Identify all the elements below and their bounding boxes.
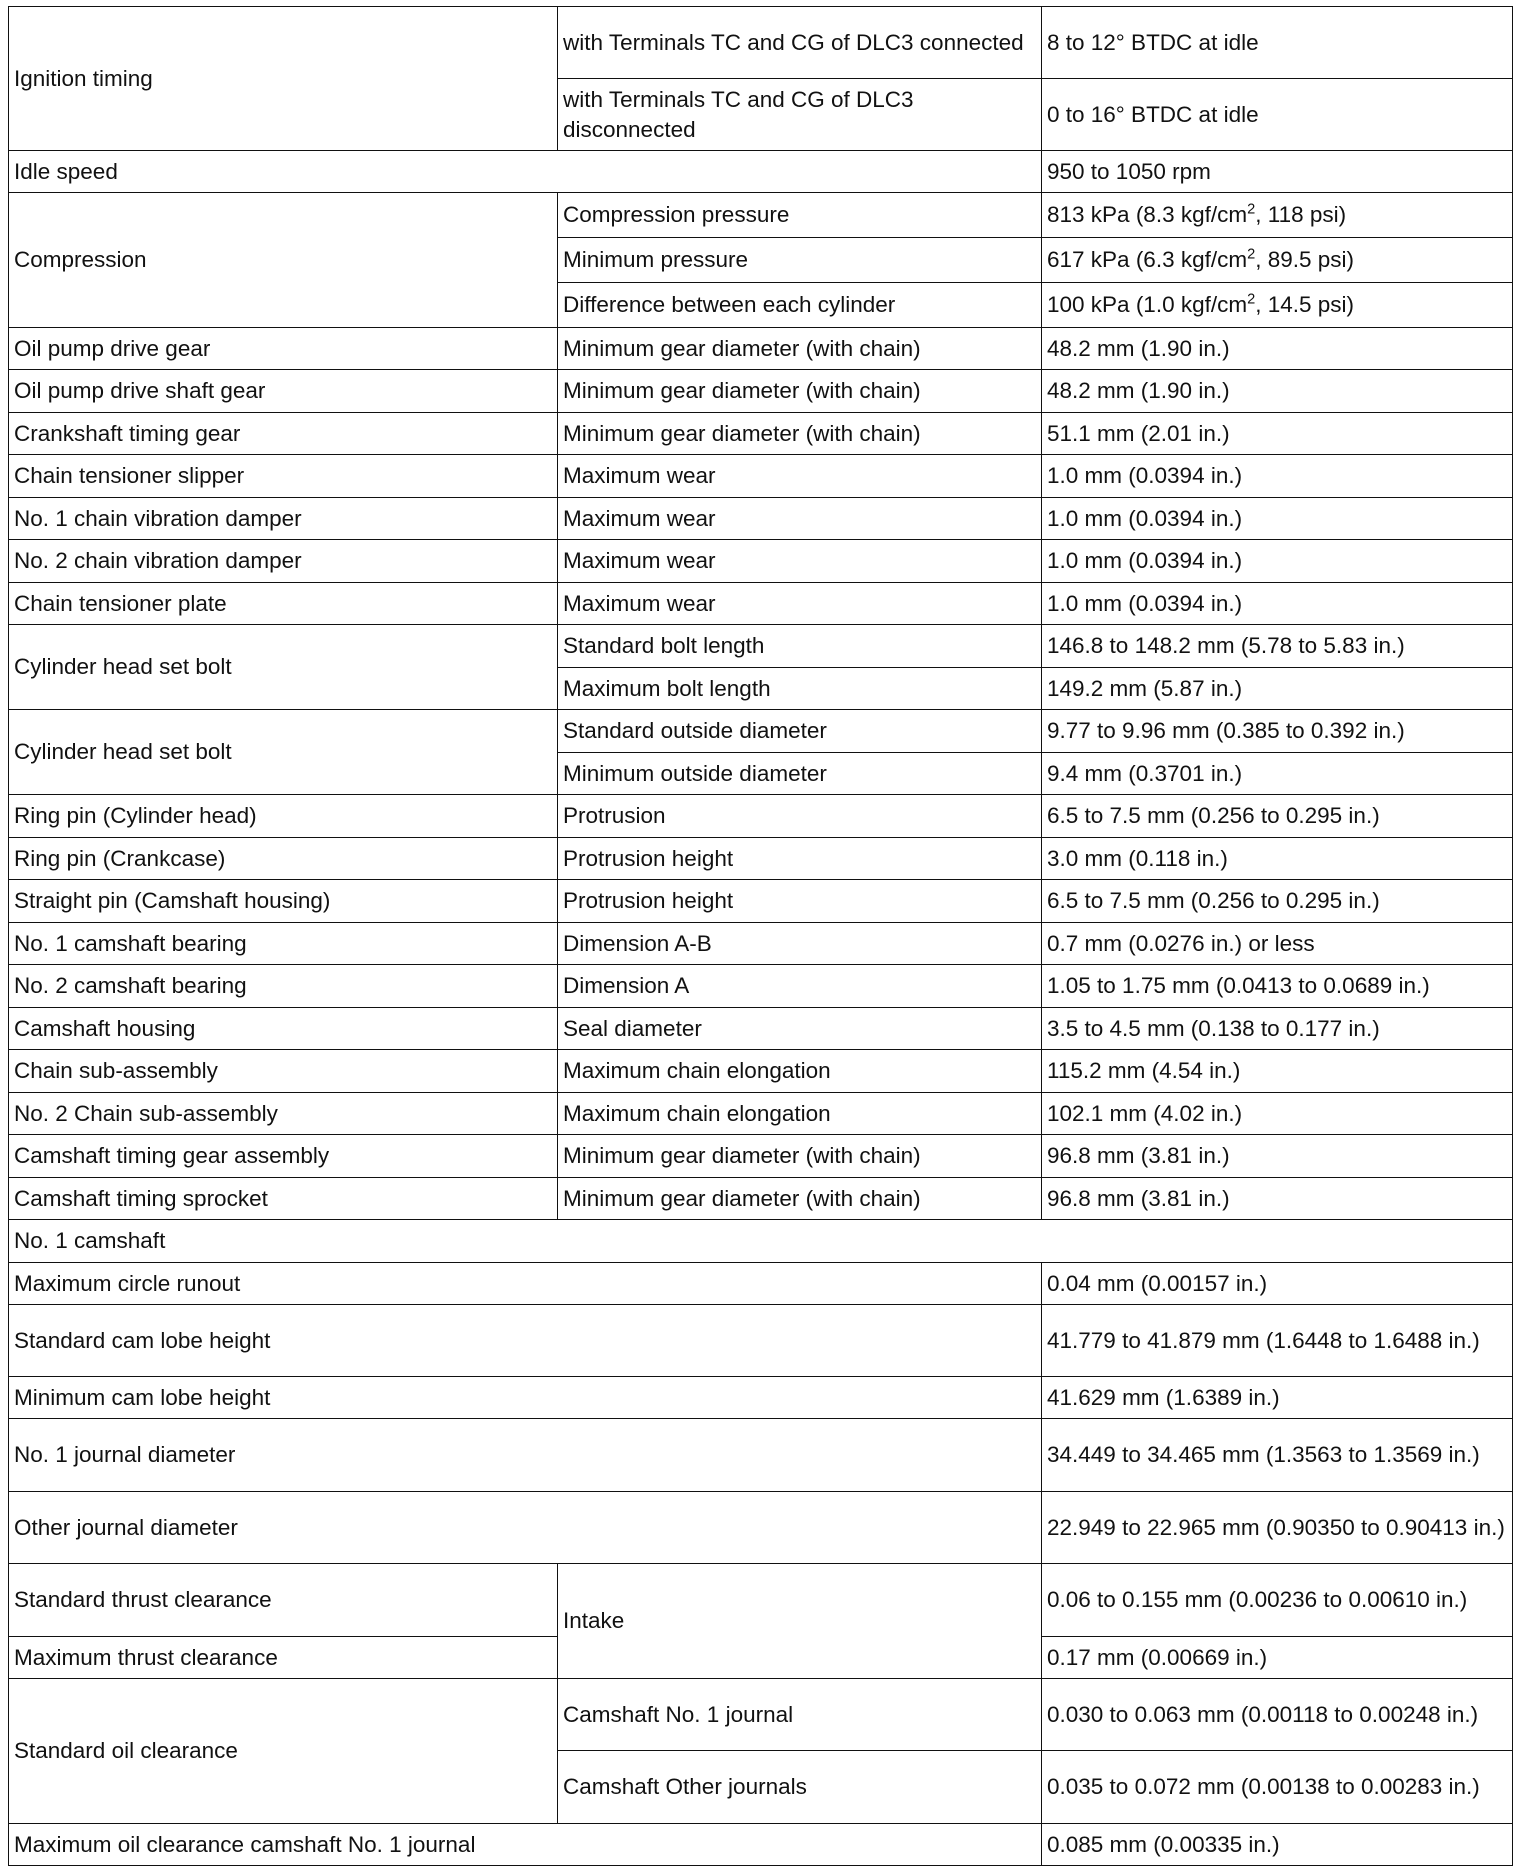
spec-sheet [8, 6, 1512, 1866]
value-cell: 1.0 mm (0.0394 in.) [1042, 455, 1513, 498]
spec-cell: Protrusion [558, 795, 1042, 838]
spec-cell: Minimum gear diameter (with chain) [558, 413, 1042, 455]
table-row [9, 965, 1513, 1008]
value-cell: 0.085 mm (0.00335 in.) [1042, 1824, 1513, 1866]
item-cell: No. 1 journal diameter [9, 1419, 1042, 1492]
table-row [9, 1564, 1513, 1637]
item-cell: Other journal diameter [9, 1492, 1042, 1564]
table-row [9, 193, 1513, 238]
value-cell: 48.2 mm (1.90 in.) [1042, 328, 1513, 370]
item-cell: Standard cam lobe height [9, 1305, 1042, 1377]
table-row [9, 583, 1513, 625]
spec-cell: Seal diameter [558, 1008, 1042, 1050]
item-cell: Maximum oil clearance camshaft No. 1 journal [9, 1824, 1042, 1866]
item-cell: No. 1 chain vibration damper [9, 498, 558, 540]
value-cell: 813 kPa (8.3 kgf/$cm^2$, 118 psi) [1042, 193, 1513, 238]
table-row [9, 370, 1513, 413]
item-cell: Oil pump drive gear [9, 328, 558, 370]
table-row [9, 1220, 1513, 1263]
item-cell: Standard thrust clearance [9, 1564, 558, 1637]
table-row [9, 1824, 1513, 1866]
section-header-cell: No. 1 camshaft [9, 1220, 1513, 1263]
value-cell: 9.4 mm (0.3701 in.) [1042, 753, 1513, 795]
value-cell: 6.5 to 7.5 mm (0.256 to 0.295 in.) [1042, 795, 1513, 838]
value-cell: 6.5 to 7.5 mm (0.256 to 0.295 in.) [1042, 880, 1513, 923]
value-cell: 617 kPa (6.3 kgf/$cm^2$, 89.5 psi) [1042, 238, 1513, 283]
item-cell: Standard oil clearance [9, 1679, 558, 1824]
value-cell: 1.0 mm (0.0394 in.) [1042, 498, 1513, 540]
spec-cell: Compression pressure [558, 193, 1042, 238]
table-row [9, 1419, 1513, 1492]
value-cell: 0.035 to 0.072 mm (0.00138 to 0.00283 in.) [1042, 1751, 1513, 1824]
value-cell: 9.77 to 9.96 mm (0.385 to 0.392 in.) [1042, 710, 1513, 753]
table-row [9, 923, 1513, 965]
item-cell: Idle speed [9, 151, 1042, 193]
spec-cell: Minimum gear diameter (with chain) [558, 1178, 1042, 1220]
table-row [9, 1263, 1513, 1305]
table-row [9, 1679, 1513, 1751]
spec-cell: Maximum bolt length [558, 668, 1042, 710]
spec-cell: Maximum chain elongation [558, 1093, 1042, 1135]
table-row [9, 498, 1513, 540]
value-cell: 149.2 mm (5.87 in.) [1042, 668, 1513, 710]
spec-cell: Minimum gear diameter (with chain) [558, 328, 1042, 370]
value-cell: 146.8 to 148.2 mm (5.78 to 5.83 in.) [1042, 625, 1513, 668]
item-cell: Chain sub-assembly [9, 1050, 558, 1093]
table-row [9, 540, 1513, 583]
spec-cell: Minimum gear diameter (with chain) [558, 1135, 1042, 1178]
item-cell: No. 1 camshaft bearing [9, 923, 558, 965]
spec-cell: Standard outside diameter [558, 710, 1042, 753]
item-cell: Maximum thrust clearance [9, 1637, 558, 1679]
value-cell: 0 to 16° BTDC at idle [1042, 79, 1513, 151]
spec-cell: Camshaft No. 1 journal [558, 1679, 1042, 1751]
spec-cell: Dimension A-B [558, 923, 1042, 965]
item-cell: Ring pin (Cylinder head) [9, 795, 558, 838]
table-row [9, 1135, 1513, 1178]
value-cell: 1.0 mm (0.0394 in.) [1042, 583, 1513, 625]
spec-cell: Minimum gear diameter (with chain) [558, 370, 1042, 413]
item-cell: Compression [9, 193, 558, 328]
spec-cell: Difference between each cylinder [558, 283, 1042, 328]
item-cell: No. 2 chain vibration damper [9, 540, 558, 583]
spec-cell: Minimum outside diameter [558, 753, 1042, 795]
spec-cell: Maximum wear [558, 498, 1042, 540]
item-cell: Cylinder head set bolt [9, 625, 558, 710]
item-cell: Oil pump drive shaft gear [9, 370, 558, 413]
item-cell: No. 2 Chain sub-assembly [9, 1093, 558, 1135]
item-cell: Cylinder head set bolt [9, 710, 558, 795]
value-cell: 3.0 mm (0.118 in.) [1042, 838, 1513, 880]
item-cell: Camshaft timing gear assembly [9, 1135, 558, 1178]
spec-cell: Standard bolt length [558, 625, 1042, 668]
value-cell: 3.5 to 4.5 mm (0.138 to 0.177 in.) [1042, 1008, 1513, 1050]
value-cell: 51.1 mm (2.01 in.) [1042, 413, 1513, 455]
item-cell: No. 2 camshaft bearing [9, 965, 558, 1008]
item-cell: Crankshaft timing gear [9, 413, 558, 455]
table-row [9, 151, 1513, 193]
item-cell: Ring pin (Crankcase) [9, 838, 558, 880]
spec-cell: Protrusion height [558, 838, 1042, 880]
value-cell: 41.779 to 41.879 mm (1.6448 to 1.6488 in.) [1042, 1305, 1513, 1377]
spec-cell: Minimum pressure [558, 238, 1042, 283]
value-cell: 1.0 mm (0.0394 in.) [1042, 540, 1513, 583]
value-cell: 950 to 1050 rpm [1042, 151, 1513, 193]
value-cell: 34.449 to 34.465 mm (1.3563 to 1.3569 in.) [1042, 1419, 1513, 1492]
value-cell: 41.629 mm (1.6389 in.) [1042, 1377, 1513, 1419]
spec-cell: Protrusion height [558, 880, 1042, 923]
value-cell: 1.05 to 1.75 mm (0.0413 to 0.0689 in.) [1042, 965, 1513, 1008]
value-cell: 96.8 mm (3.81 in.) [1042, 1178, 1513, 1220]
item-cell: Camshaft housing [9, 1008, 558, 1050]
table-row [9, 710, 1513, 753]
value-cell: 0.17 mm (0.00669 in.) [1042, 1637, 1513, 1679]
table-row [9, 1093, 1513, 1135]
item-cell: Camshaft timing sprocket [9, 1178, 558, 1220]
table-row [9, 880, 1513, 923]
table-row [9, 625, 1513, 668]
table-row [9, 1178, 1513, 1220]
value-cell: 48.2 mm (1.90 in.) [1042, 370, 1513, 413]
table-row [9, 1492, 1513, 1564]
value-cell: 22.949 to 22.965 mm (0.90350 to 0.90413 in.) [1042, 1492, 1513, 1564]
table-row [9, 1050, 1513, 1093]
spec-cell: Maximum wear [558, 540, 1042, 583]
value-cell: 96.8 mm (3.81 in.) [1042, 1135, 1513, 1178]
value-cell: 8 to 12° BTDC at idle [1042, 7, 1513, 79]
item-cell: Chain tensioner slipper [9, 455, 558, 498]
table-row [9, 455, 1513, 498]
condition-cell: with Terminals TC and CG of DLC3 disconnected [558, 79, 1042, 151]
item-cell: Minimum cam lobe height [9, 1377, 1042, 1419]
table-row [9, 1008, 1513, 1050]
item-cell: Chain tensioner plate [9, 583, 558, 625]
specification-table [8, 6, 1513, 1866]
spec-cell: Maximum chain elongation [558, 1050, 1042, 1093]
table-row [9, 1377, 1513, 1419]
table-row [9, 7, 1513, 79]
table-row [9, 1305, 1513, 1377]
value-cell: 0.04 mm (0.00157 in.) [1042, 1263, 1513, 1305]
spec-cell: Maximum wear [558, 583, 1042, 625]
spec-cell: Dimension A [558, 965, 1042, 1008]
condition-cell: with Terminals TC and CG of DLC3 connected [558, 7, 1042, 79]
spec-cell: Camshaft Other journals [558, 1751, 1042, 1824]
spec-cell: Intake [558, 1564, 1042, 1679]
item-cell: Ignition timing [9, 7, 558, 151]
item-cell: Straight pin (Camshaft housing) [9, 880, 558, 923]
table-row [9, 413, 1513, 455]
value-cell: 102.1 mm (4.02 in.) [1042, 1093, 1513, 1135]
value-cell: 0.06 to 0.155 mm (0.00236 to 0.00610 in.) [1042, 1564, 1513, 1637]
table-row [9, 795, 1513, 838]
spec-cell: Maximum wear [558, 455, 1042, 498]
item-cell: Maximum circle runout [9, 1263, 1042, 1305]
value-cell: 0.030 to 0.063 mm (0.00118 to 0.00248 in.) [1042, 1679, 1513, 1751]
value-cell: 100 kPa (1.0 kgf/$cm^2$, 14.5 psi) [1042, 283, 1513, 328]
value-cell: 115.2 mm (4.54 in.) [1042, 1050, 1513, 1093]
table-row [9, 328, 1513, 370]
table-row [9, 838, 1513, 880]
value-cell: 0.7 mm (0.0276 in.) or less [1042, 923, 1513, 965]
